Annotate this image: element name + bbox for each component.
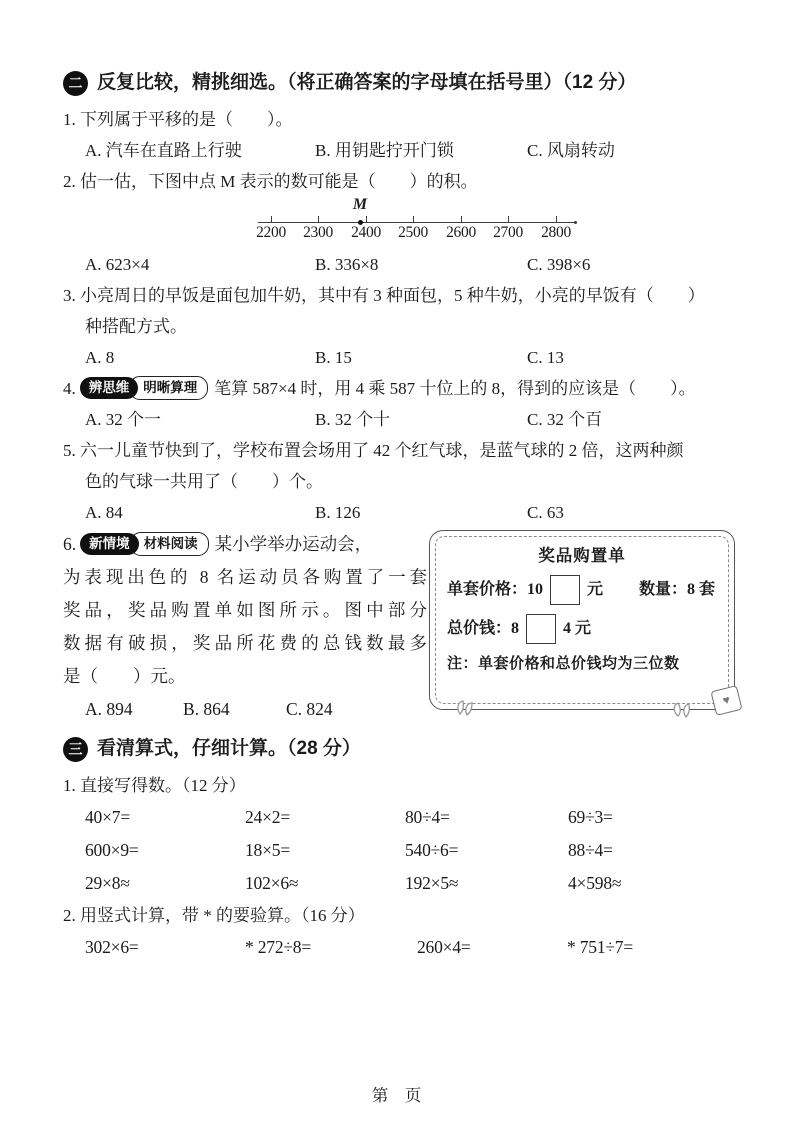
prize-purchase-card — [429, 530, 735, 710]
tick-mark — [508, 216, 509, 223]
question-2-stem: 2. 估一估，下图中点 M 表示的数可能是（ ）的积。 — [63, 172, 478, 191]
option-c: C. 风扇转动 — [527, 141, 615, 160]
tick-label: 2800 — [541, 224, 571, 241]
heart-icon: ♥ — [721, 692, 732, 708]
math-expression: 24×2= — [245, 807, 290, 827]
card-title: 奖品购置单 — [538, 546, 626, 565]
page-content — [63, 68, 737, 964]
question-4-options — [63, 404, 737, 435]
math-expression: 18×5= — [245, 840, 290, 860]
section-two-icon: 二 — [63, 71, 88, 96]
option-a: A. 894 — [85, 699, 133, 719]
option-a: A. 32 个一 — [85, 410, 162, 429]
tick-mark — [271, 216, 272, 223]
tick-mark — [461, 216, 462, 223]
option-c: C. 398×6 — [527, 255, 591, 274]
total-price-label: 总价钱：8 — [447, 620, 520, 637]
option-c: C. 13 — [527, 348, 564, 367]
question-1-stem: 1. 下列属于平移的是（ ）。 — [63, 110, 293, 129]
damaged-digit-box — [550, 575, 580, 605]
option-b: B. 126 — [315, 503, 361, 522]
tick-mark — [413, 216, 414, 223]
reasoning-badge: 明晰算理 — [129, 376, 208, 400]
option-b: B. 15 — [315, 348, 352, 367]
page-footer: 第 页 — [371, 1087, 422, 1105]
option-c: C. 824 — [286, 699, 333, 719]
question-4-number: 4. — [63, 379, 76, 398]
option-b: B. 32 个十 — [315, 410, 391, 429]
question-1-options — [63, 135, 737, 166]
question-2-options — [63, 249, 737, 280]
question-3-stem-line1: 3. 小亮周日的早饭是面包加牛奶，其中有 3 种面包，5 种牛奶，小亮的早饭有（ ） — [63, 286, 705, 305]
question-6-options — [63, 693, 427, 726]
mental-math-title: 1. 直接写得数。（12 分） — [63, 776, 246, 795]
tick-mark — [366, 216, 367, 223]
question-6-badges — [80, 532, 209, 556]
tick-mark — [556, 216, 557, 223]
tick-label: 2300 — [303, 224, 333, 241]
option-a: A. 84 — [85, 503, 123, 522]
option-a: A. 623×4 — [85, 255, 150, 274]
total-suffix: 4 元 — [563, 620, 592, 637]
tick-mark — [318, 216, 319, 223]
option-a: A. 8 — [85, 348, 115, 367]
math-expression: 40×7= — [85, 807, 130, 827]
question-5-stem-line2: 色的气球一共用了（ ）个。 — [85, 472, 323, 491]
question-6-line2: 为表现出色的 8 名运动员各购置了一套 — [63, 567, 427, 587]
question-4-badges — [80, 376, 209, 400]
yuan-label: 元 — [587, 581, 604, 598]
material-reading-badge: 材料阅读 — [130, 532, 209, 556]
column-method-grid — [63, 931, 737, 964]
prize-card-figure — [429, 528, 735, 726]
section-two-title: 反复比较，精挑细选。（将正确答案的字母填在括号里）（12 分） — [97, 72, 637, 93]
question-3-options — [63, 342, 737, 373]
math-expression: 600×9= — [85, 840, 139, 860]
unit-price-label: 单套价格：10 — [447, 581, 544, 598]
mental-math-grid — [63, 801, 737, 900]
new-context-badge: 新情境 — [80, 533, 139, 555]
leaf-decoration-icon — [454, 698, 494, 716]
math-expression: 29×8≈ — [85, 873, 130, 893]
number-line-end-dot — [574, 221, 577, 224]
leaf-decoration-icon — [670, 700, 704, 718]
number-line-axis — [258, 222, 576, 223]
section-three-icon: 三 — [63, 737, 88, 762]
option-c: C. 63 — [527, 503, 564, 522]
column-method-title: 2. 用竖式计算，带 * 的要验算。（16 分） — [63, 906, 365, 925]
number-line-figure — [63, 197, 737, 249]
question-5-options — [63, 497, 737, 528]
option-b: B. 336×8 — [315, 255, 379, 274]
question-3-stem-line2: 种搭配方式。 — [85, 317, 187, 336]
heart-card-icon — [710, 685, 742, 716]
question-4-stem: 笔算 587×4 时，用 4 乘 587 十位上的 8，得到的应该是（ ）。 — [214, 379, 696, 398]
tick-label: 2500 — [398, 224, 428, 241]
math-expression: * 272÷8= — [245, 937, 311, 957]
question-6-line4: 数据有破损，奖品所花费的总钱数最多 — [63, 633, 427, 653]
tick-label: 2400 — [351, 224, 381, 241]
option-a: A. 汽车在直路上行驶 — [85, 141, 242, 160]
question-6 — [63, 528, 737, 726]
section-two-header — [63, 68, 737, 98]
quantity-label: 数量：8 套 — [638, 581, 715, 598]
question-6-line3: 奖品，奖品购置单如图所示。图中部分 — [63, 600, 427, 620]
math-expression: 4×598≈ — [568, 873, 622, 893]
question-5-stem-line1: 5. 六一儿童节快到了，学校布置会场用了 42 个红气球，是蓝气球的 2 倍，这两种颜 — [63, 441, 684, 460]
thinking-badge: 辨思维 — [80, 377, 139, 399]
option-c: C. 32 个百 — [527, 410, 603, 429]
damaged-digit-box — [526, 614, 556, 644]
card-note: 注：单套价格和总价钱均为三位数 — [447, 656, 680, 672]
option-b: B. 864 — [183, 699, 230, 719]
card-total-row — [447, 614, 717, 644]
section-three-header — [63, 734, 737, 764]
section-three-title: 看清算式，仔细计算。（28 分） — [97, 738, 361, 759]
option-b: B. 用钥匙拧开门锁 — [315, 141, 454, 160]
math-expression: 80÷4= — [405, 807, 450, 827]
number-line-point-label: M — [352, 196, 368, 213]
math-expression: 88÷4= — [568, 840, 613, 860]
math-expression: 102×6≈ — [245, 873, 299, 893]
math-expression: * 751÷7= — [567, 937, 633, 957]
tick-label: 2600 — [446, 224, 476, 241]
card-price-row — [447, 575, 717, 605]
question-6-text — [63, 528, 427, 726]
tick-label: 2700 — [493, 224, 523, 241]
math-expression: 69÷3= — [568, 807, 613, 827]
math-expression: 302×6= — [85, 937, 139, 957]
tick-label: 2200 — [256, 224, 286, 241]
math-expression: 540÷6= — [405, 840, 459, 860]
math-expression: 260×4= — [417, 937, 471, 957]
question-6-number: 6. — [63, 534, 77, 554]
question-4-stem-row — [63, 373, 737, 404]
math-expression: 192×5≈ — [405, 873, 459, 893]
question-6-line1: 某小学举办运动会， — [214, 534, 373, 554]
question-6-line5: 是（ ）元。 — [63, 666, 186, 686]
